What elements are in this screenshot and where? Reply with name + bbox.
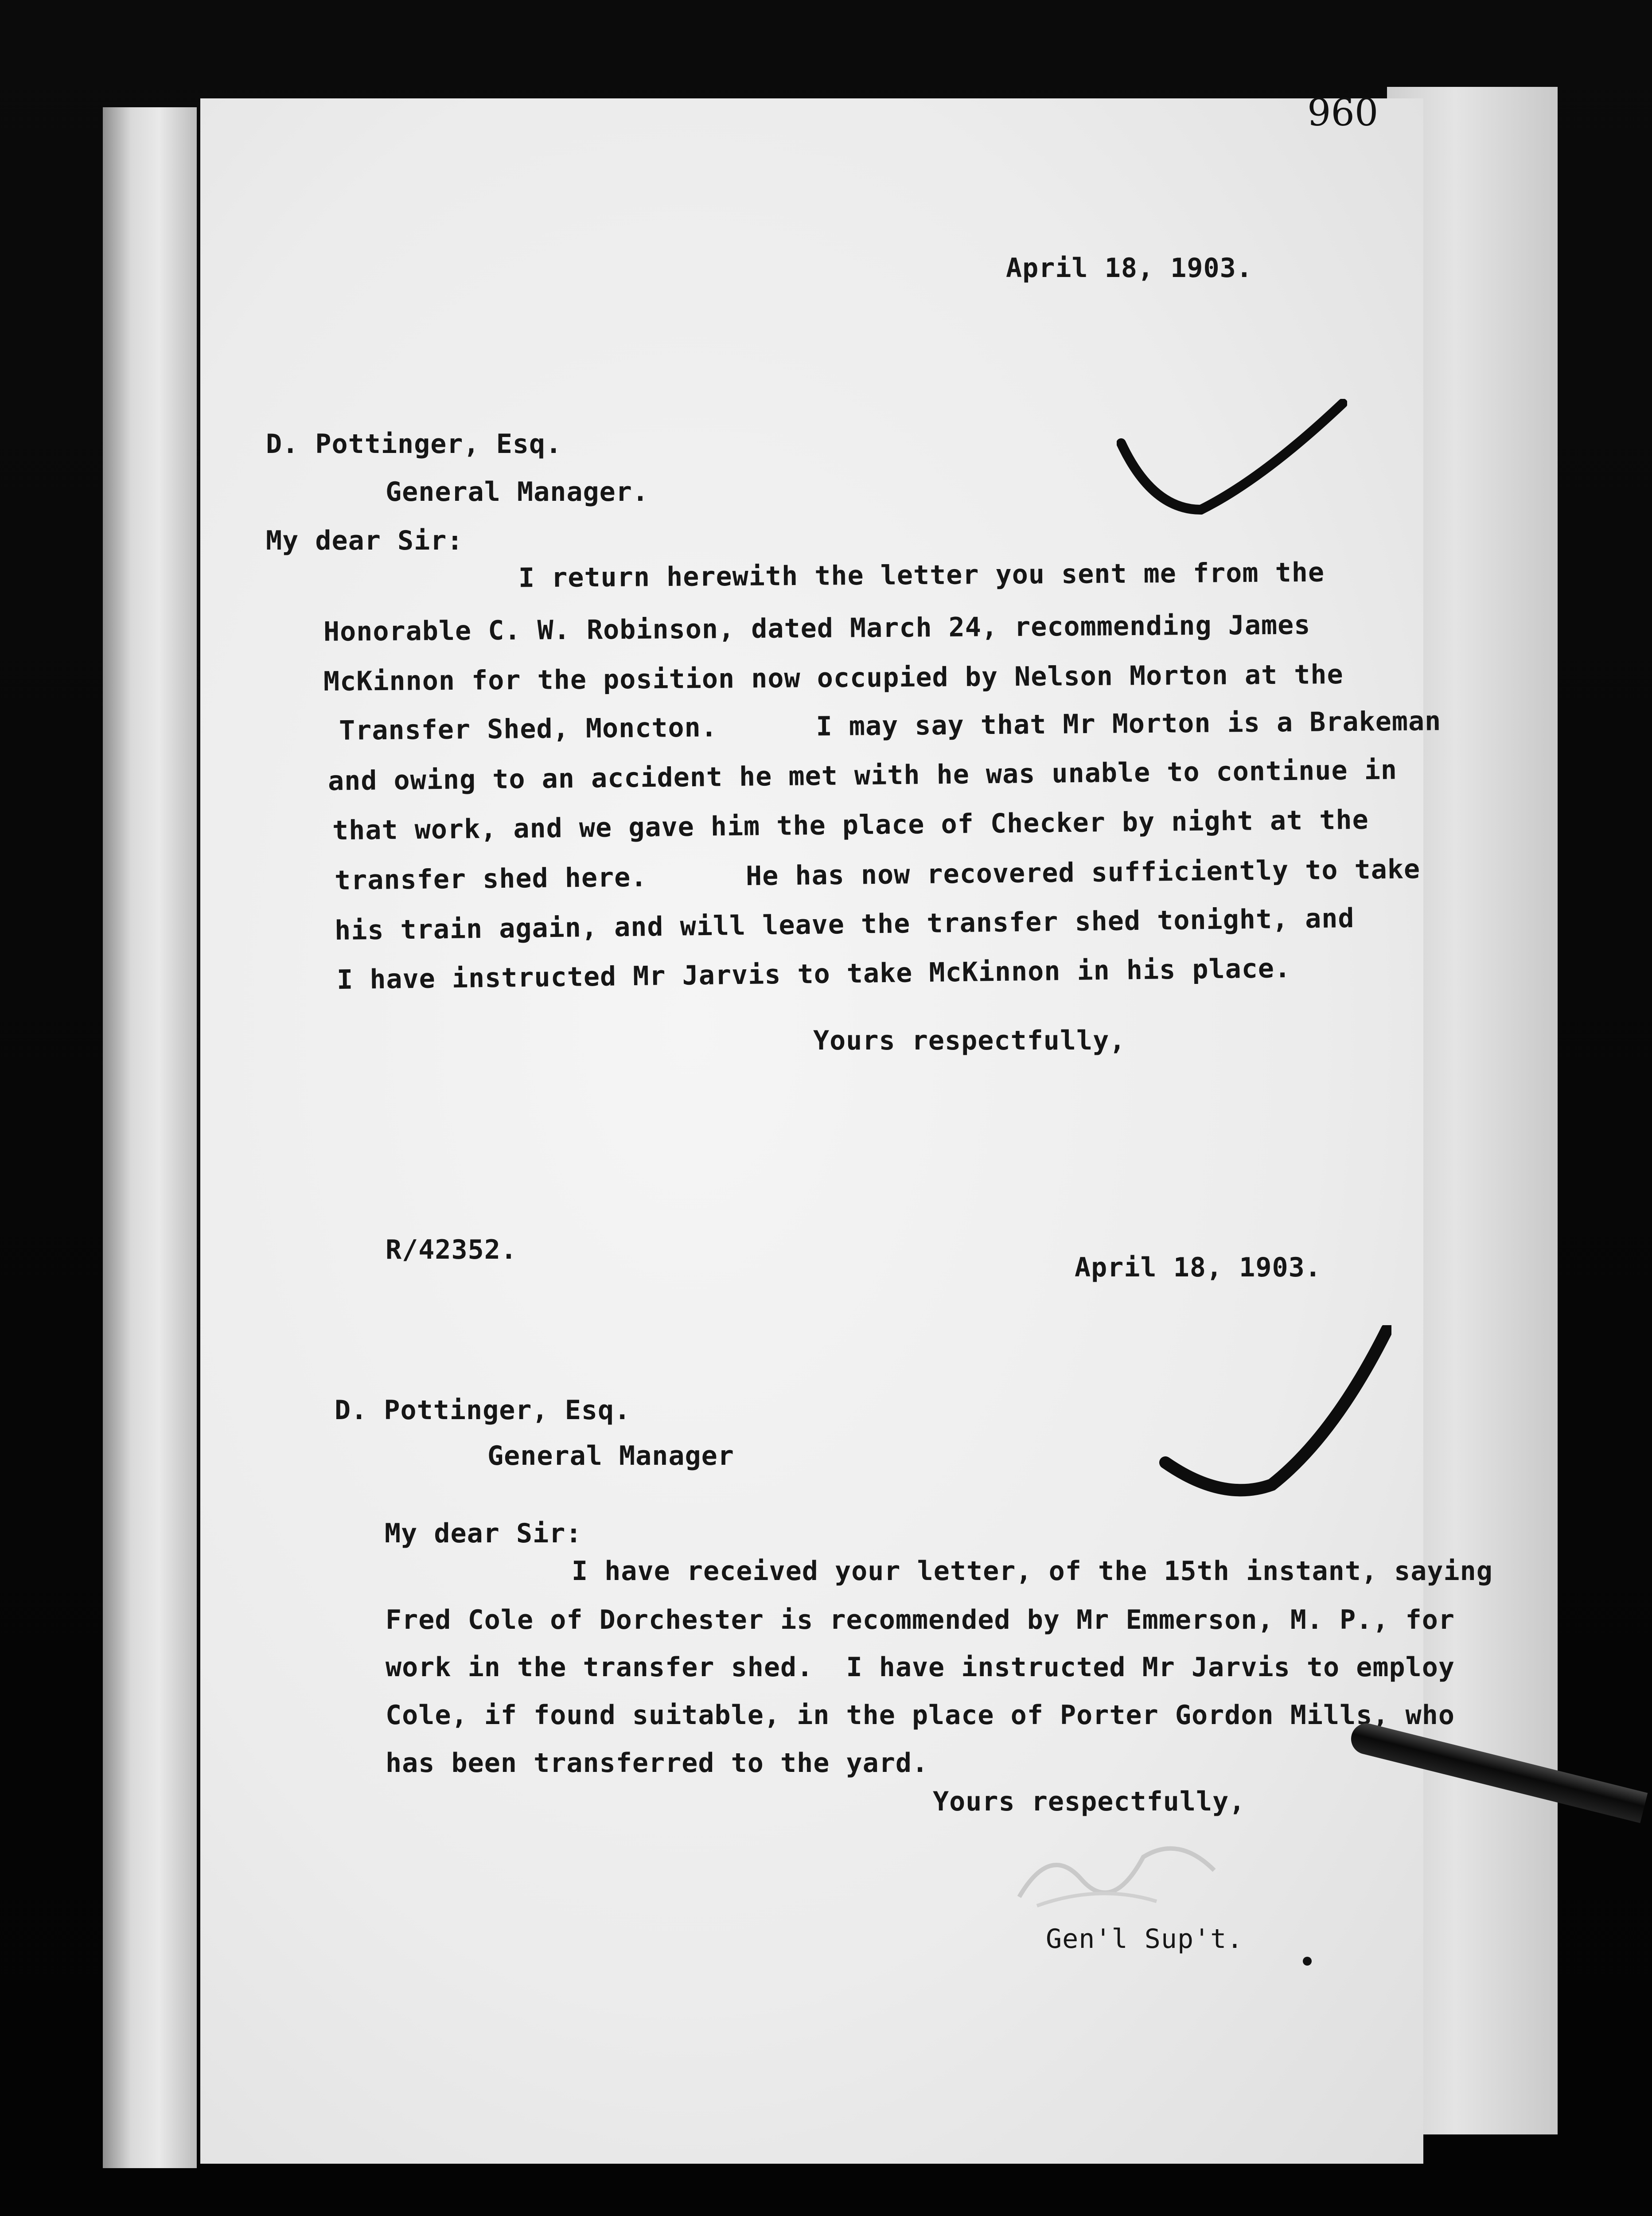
letter2-body-line: has been transferred to the yard. (386, 1748, 929, 1779)
letter1-body-line: McKinnon for the position now occupied by Nelson Morton at the (323, 659, 1344, 698)
faint-signature-icon (1010, 1817, 1241, 1919)
letter1-body-line: that work, and we gave him the place of Checker by night at the (332, 804, 1369, 847)
letter2-body-line: work in the transfer shed. I have instructed Mr Jarvis to employ (386, 1652, 1455, 1683)
letter2-salutation: My dear Sir: (385, 1518, 582, 1549)
letter2-recipient-title: General Manager (487, 1440, 734, 1471)
letter1-body-line: Honorable C. W. Robinson, dated March 24, recommending James (323, 609, 1311, 648)
letter1-body-line: his train again, and will leave the transfer shed tonight, and (334, 902, 1355, 947)
ink-dot-icon (1301, 1955, 1314, 1968)
letter2-body-line: Fred Cole of Dorchester is recommended by Mr Emmerson, M. P., for (386, 1604, 1455, 1635)
letter2-body-line: I have received your letter, of the 15th instant, saying (572, 1556, 1493, 1587)
letter1-body-line: transfer shed here. He has now recovered sufficiently to take (334, 854, 1421, 896)
letter1-recipient-title: General Manager. (386, 476, 649, 507)
letter1-date: April 18, 1903. (1006, 253, 1253, 284)
letter2-signature-title: Gen'l Sup't. (1046, 1923, 1243, 1955)
letter2-reference: R/42352. (386, 1234, 517, 1265)
letter1-salutation: My dear Sir: (266, 525, 464, 556)
checkmark-icon (1117, 399, 1347, 532)
letter1-body-line: I have instructed Mr Jarvis to take McKinnon in his place. (336, 952, 1291, 996)
letter2-closing: Yours respectfully, (933, 1786, 1246, 1817)
letter1-body-line: and owing to an accident he met with he was unable to continue in (327, 754, 1398, 797)
checkmark-icon (1157, 1325, 1391, 1511)
letter1-body-line: I return herewith the letter you sent me from the (518, 557, 1325, 594)
letter2-date: April 18, 1903. (1075, 1252, 1321, 1283)
letter1-closing: Yours respectfully, (813, 1025, 1126, 1056)
page-number: 960 (1307, 91, 1379, 134)
letter2-recipient-name: D. Pottinger, Esq. (335, 1395, 631, 1426)
letter2-body-line: Cole, if found suitable, in the place of Porter Gordon Mills, who (386, 1700, 1455, 1731)
letter1-body-line: Transfer Shed, Moncton. I may say that Mr Morton is a Brakeman (339, 706, 1442, 746)
binding-page-edge (103, 107, 197, 2168)
letter1-recipient-name: D. Pottinger, Esq. (266, 429, 562, 460)
